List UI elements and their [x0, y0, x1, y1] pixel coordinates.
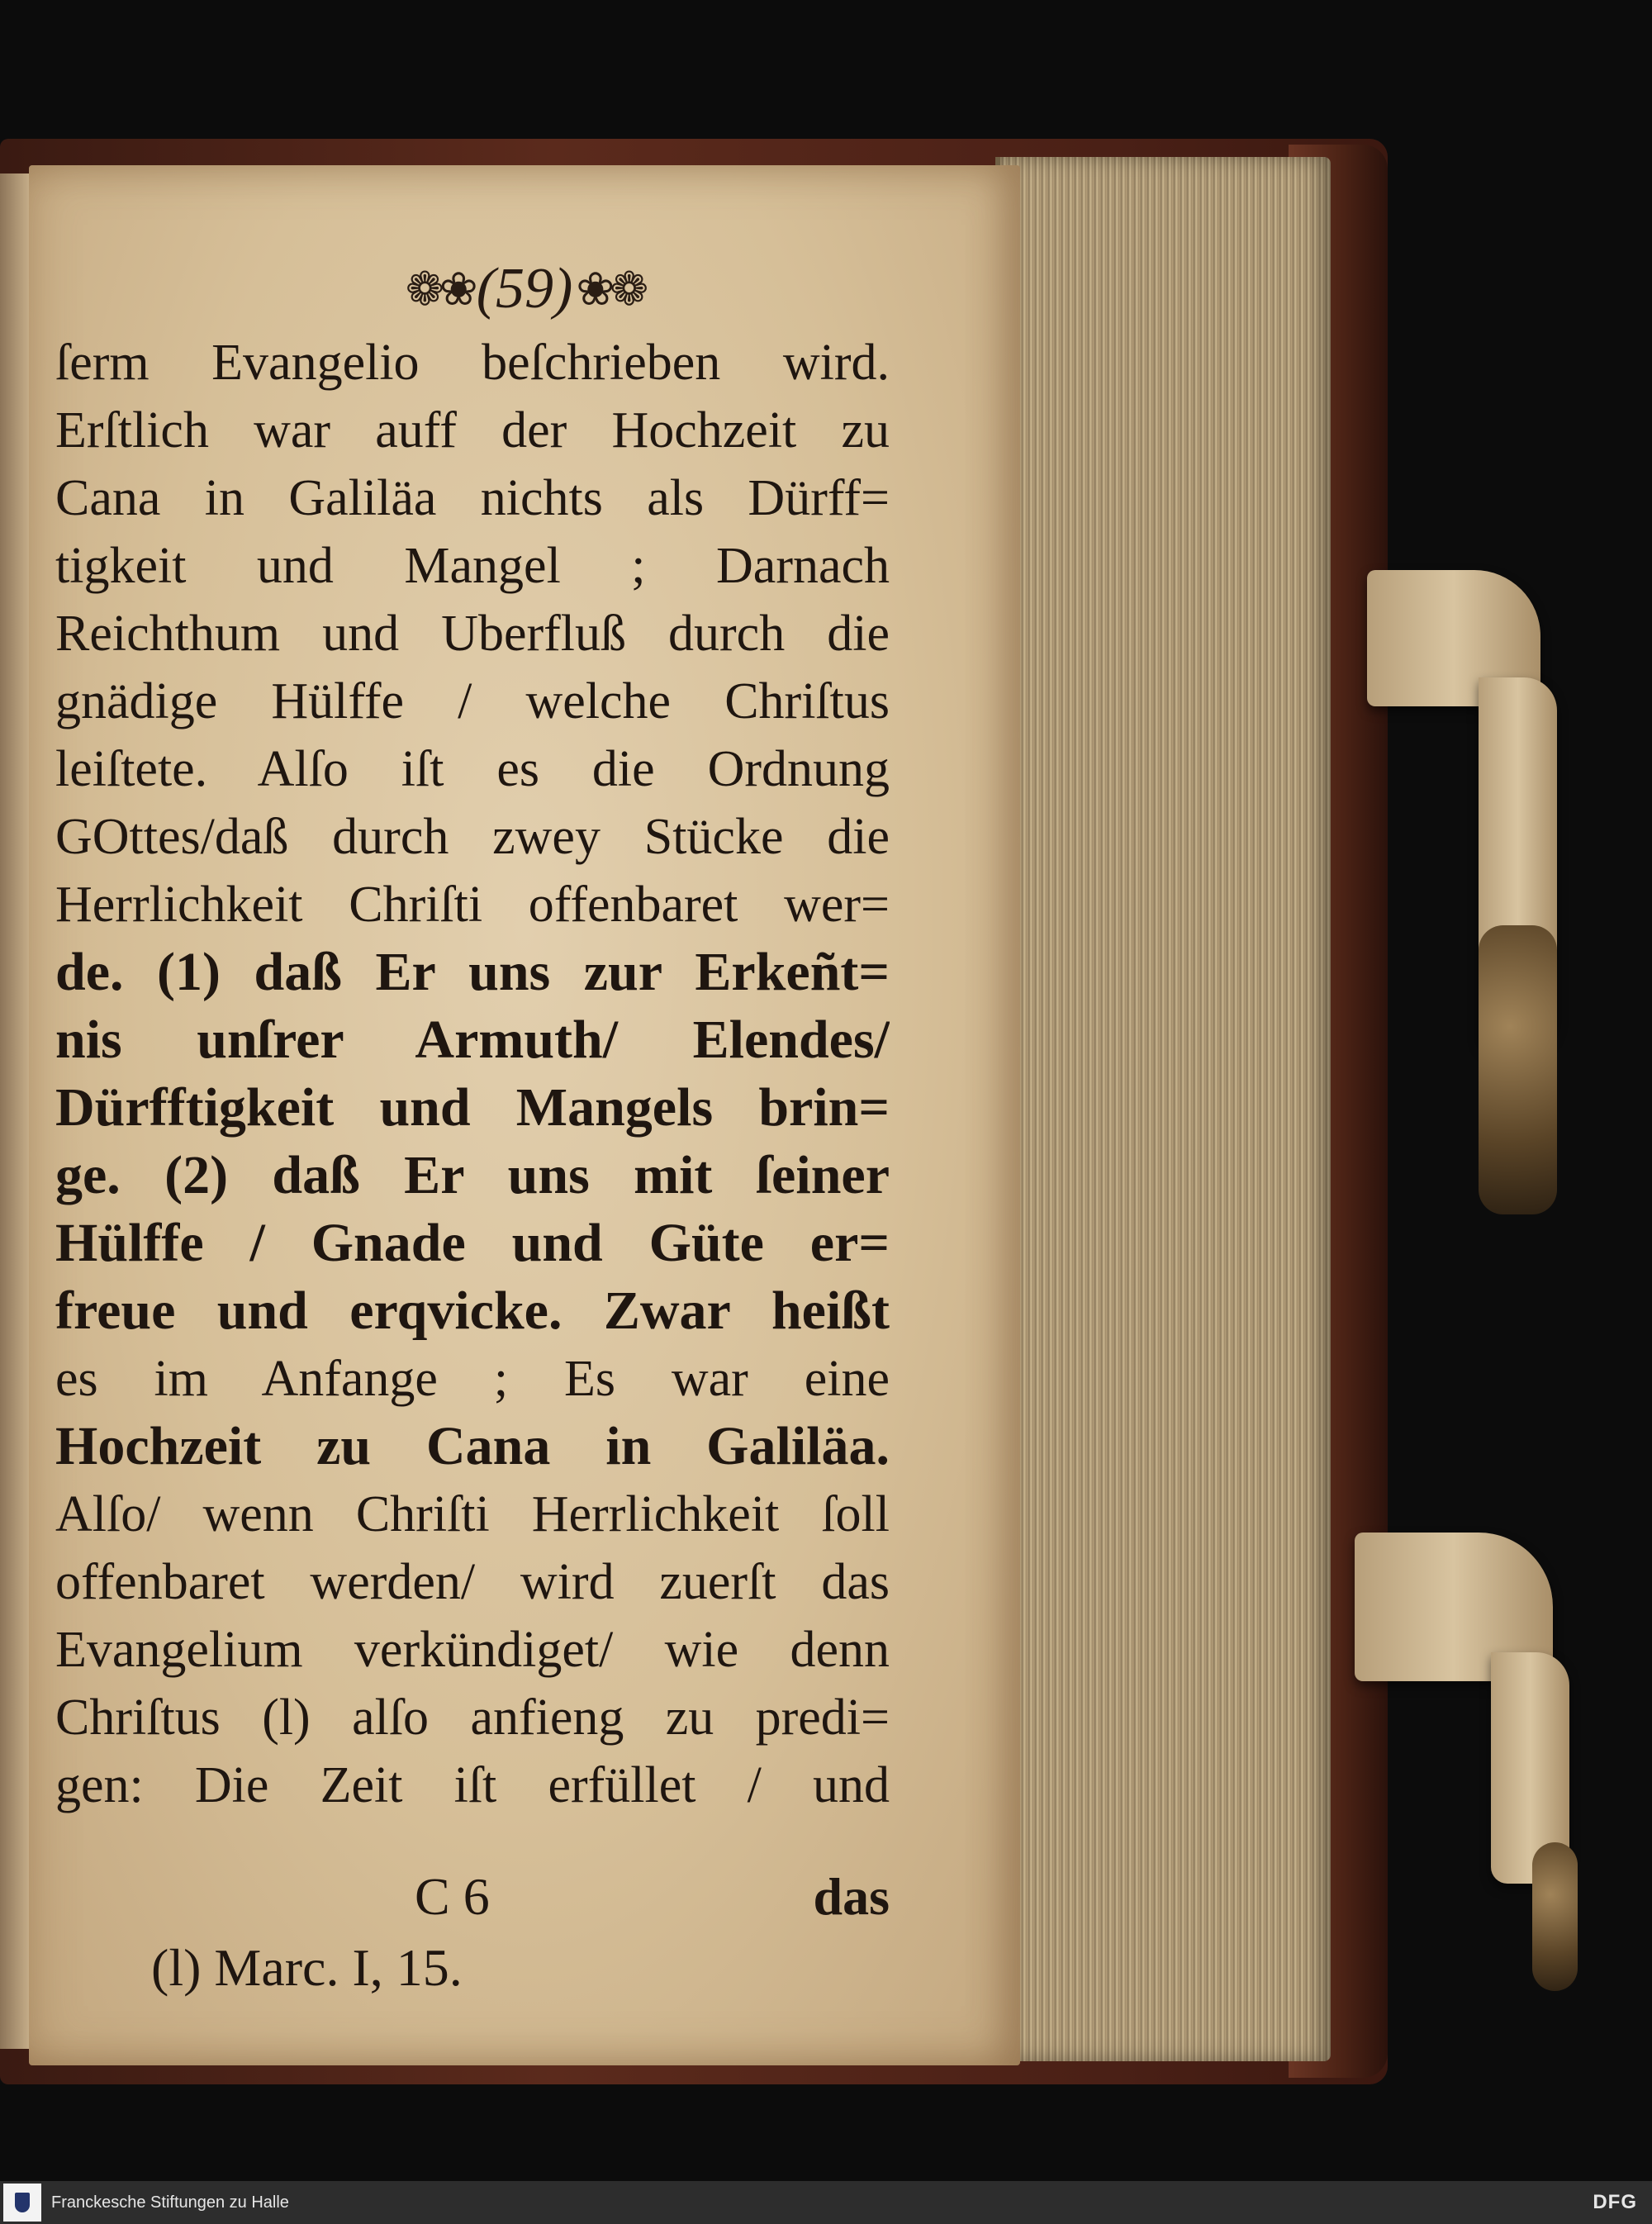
- metal-clasp-lower: [1532, 1842, 1578, 1991]
- text-line: nis unſrer Armuth/ Elendes/: [55, 1010, 890, 1070]
- dfg-logo[interactable]: DFG: [1593, 2191, 1637, 2213]
- signature-row: [55, 1863, 890, 1931]
- page-header: [29, 256, 1020, 322]
- text-line: Alſo/ wenn Chriſti Herrlichkeit ſoll: [55, 1486, 890, 1542]
- text-line: Evangelium verkündiget/ wie denn: [55, 1622, 890, 1678]
- text-line: Chriſtus (l) alſo anfieng zu predi=: [55, 1689, 890, 1746]
- page-number: (59): [476, 257, 573, 321]
- page-block-edges: [995, 157, 1331, 2061]
- facing-page-edge: [0, 173, 31, 2049]
- text-line: GOttes/daß durch zwey Stücke die: [55, 809, 890, 865]
- text-line: Erſtlich war auff der Hochzeit zu: [55, 402, 890, 459]
- text-line: ſerm Evangelio beſchrieben wird.: [55, 335, 890, 391]
- text-line: leiſtete. Alſo iſt es die Ordnung: [55, 741, 890, 797]
- text-line: gen: Die Zeit iſt erfüllet / und: [55, 1757, 890, 1813]
- text-line: Hochzeit zu Cana in Galiläa.: [55, 1416, 890, 1476]
- metal-clasp-upper: [1479, 925, 1557, 1214]
- viewer-footer-bar: [0, 2181, 1652, 2224]
- book-page: [29, 165, 1020, 2065]
- institution-logo-icon[interactable]: [3, 2184, 41, 2222]
- text-line: Herrlichkeit Chriſti offenbaret wer=: [55, 877, 890, 933]
- text-line: gnädige Hülffe / welche Chriſtus: [55, 673, 890, 729]
- text-line: es im Anfange ; Es war eine: [55, 1351, 890, 1407]
- crest-icon: [15, 2193, 30, 2212]
- footnote: (l) Marc. I, 15.: [151, 1938, 463, 1997]
- text-line: Hülffe / Gnade und Güte er=: [55, 1213, 890, 1273]
- text-line: Cana in Galiläa nichts als Dürff=: [55, 470, 890, 526]
- catchword: das: [813, 1867, 890, 1926]
- text-line: de. (1) daß Er uns zur Erkeñt=: [55, 942, 890, 1002]
- text-line: freue und erqvicke. Zwar heißt: [55, 1281, 890, 1341]
- text-line: Reichthum und Uberfluß durch die: [55, 606, 890, 662]
- institution-name[interactable]: Franckesche Stiftungen zu Halle: [51, 2193, 289, 2212]
- text-line: ge. (2) daß Er uns mit ſeiner: [55, 1145, 890, 1205]
- body-text: [55, 329, 890, 1819]
- text-line: tigkeit und Mangel ; Darnach: [55, 538, 890, 594]
- header-ornament-left: ❁❀: [405, 264, 473, 316]
- header-ornament-right: ❀❁: [576, 264, 644, 316]
- text-line: Dürfftigkeit und Mangels brin=: [55, 1077, 890, 1138]
- text-line: offenbaret werden/ wird zuerſt das: [55, 1554, 890, 1610]
- signature-mark: C 6: [415, 1867, 490, 1926]
